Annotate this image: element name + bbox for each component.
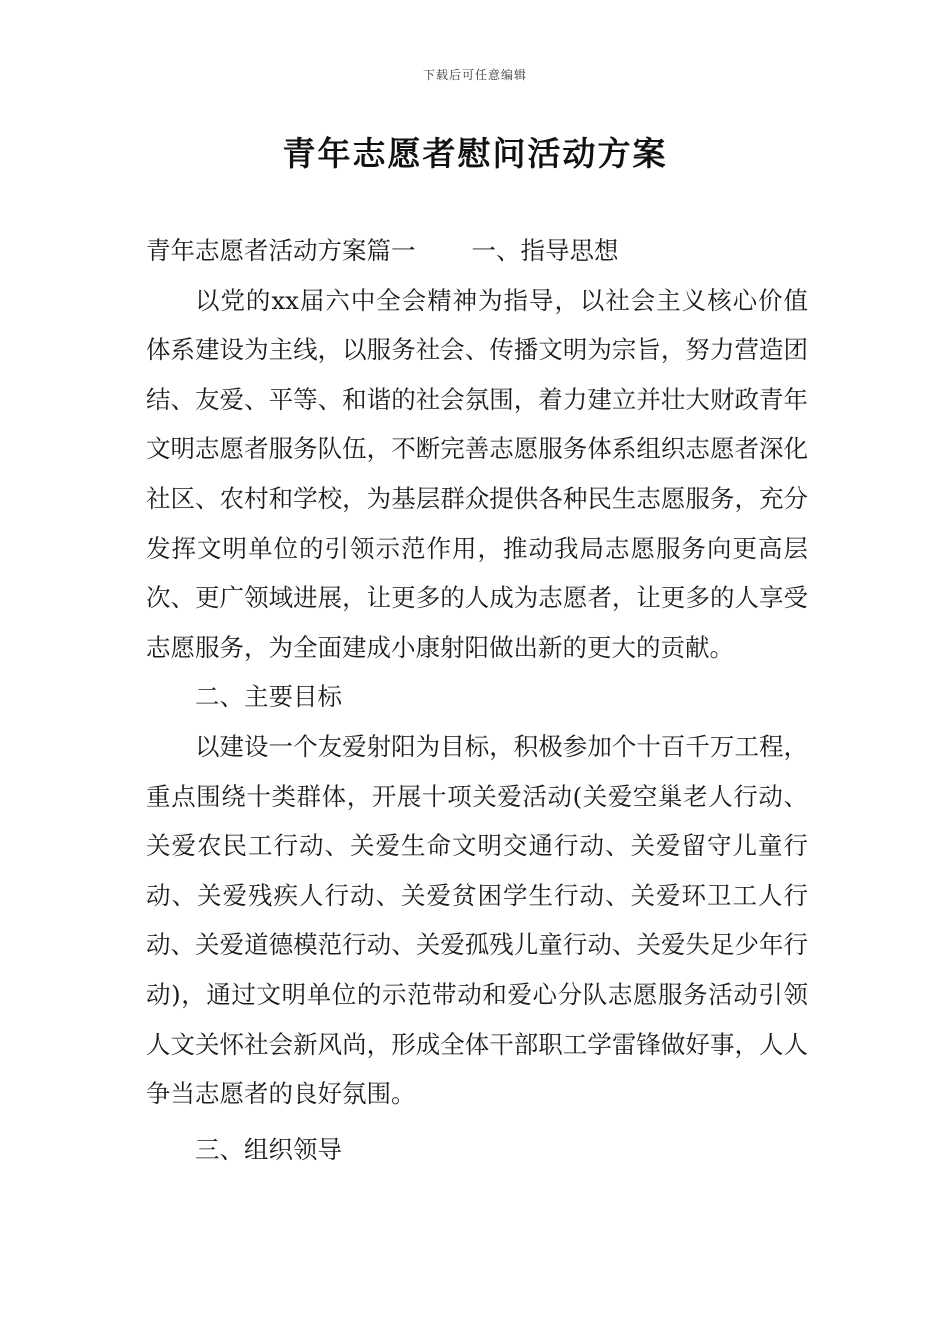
section-heading-3: 三、组织领导 — [195, 1134, 342, 1164]
header-note: 下载后可任意编辑 — [422, 68, 527, 82]
section-heading-1: 一、指导思想 — [471, 236, 619, 265]
document-title: 青年志愿者慰问活动方案 — [282, 134, 668, 173]
document-body — [146, 226, 808, 1174]
article-label: 青年志愿者活动方案篇一 — [146, 236, 416, 265]
paragraph-main-goals: 以建设一个友爱射阳为目标，积极参加个十百千万工程，重点围绕十类群体，开展十项关爱活动(关爱空巢老人行动、关爱农民工行动、关爱生命文明交通行动、关爱留守儿童行动、关爱残疾人行动、关爱贫困学生行动、关爱环卫工人行动、关爱道德模范行动、关爱孤残儿童行动、关爱失足少年行动)，通过文明单位的示范带动和爱心分队志愿服务活动引领人文关怀社会新风尚，形成全体干部职工学雷锋做好事，人人争当志愿者的良好氛围。 — [146, 731, 808, 1109]
paragraph-guiding-thought: 以党的xx届六中全会精神为指导，以社会主义核心价值体系建设为主线，以服务社会、传播文明为宗旨，努力营造团结、友爱、平等、和谐的社会氛围，着力建立并壮大财政青年文明志愿者服务队伍，不断完善志愿服务体系组织志愿者深化社区、农村和学校，为基层群众提供各种民生志愿服务，充分发挥文明单位的引领示范作用，推动我局志愿服务向更高层次、更广领域进展，让更多的人成为志愿者，让更多的人享受志愿服务，为全面建成小康射阳做出新的更大的贡献。 — [146, 285, 808, 662]
section-heading-2: 二、主要目标 — [195, 682, 342, 712]
intro-line — [146, 226, 808, 276]
